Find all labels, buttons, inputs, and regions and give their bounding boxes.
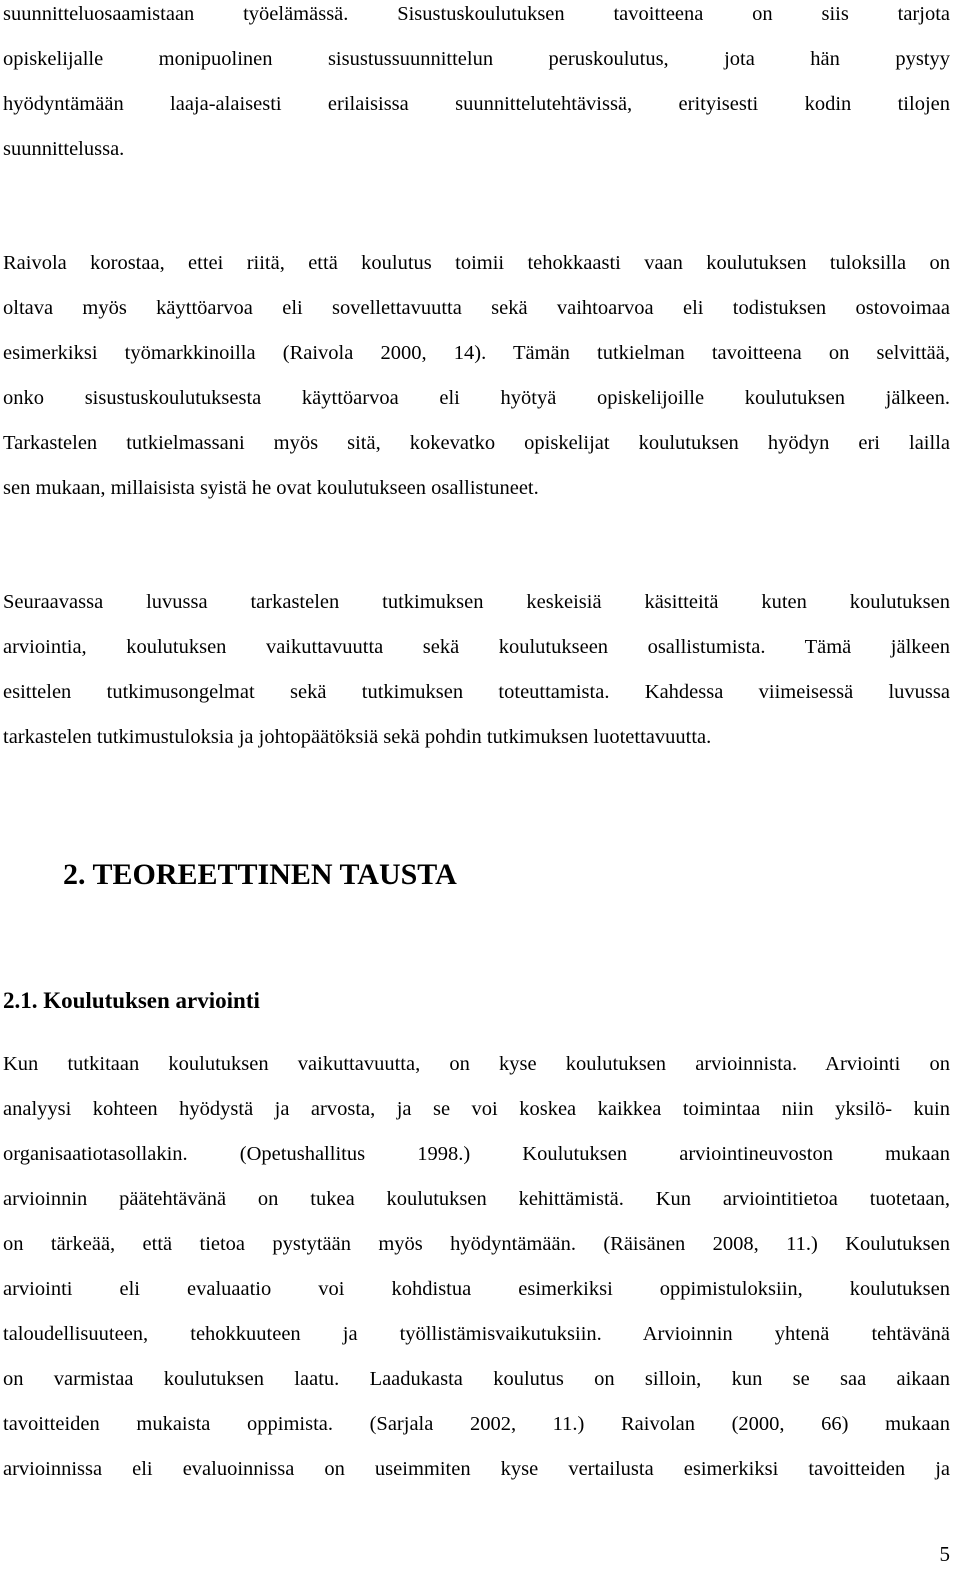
- text-line: tarkastelen tutkimustuloksia ja johtopäätöksiä sekä pohdin tutkimuksen luotettavuutta.: [3, 726, 712, 748]
- paragraph-raivola: [3, 241, 950, 511]
- text-line: tavoitteiden mukaista oppimista. (Sarjala 2002, 11.) Raivolan (2000, 66) mukaan: [3, 1413, 950, 1435]
- text-line: esittelen tutkimusongelmat sekä tutkimuksen toteuttamista. Kahdessa viimeisessä luvussa: [3, 681, 950, 703]
- text-line: arviointia, koulutuksen vaikuttavuutta sekä koulutukseen osallistumista. Tämä jälkeen: [3, 636, 950, 658]
- text-line: Kun tutkitaan koulutuksen vaikuttavuutta, on kyse koulutuksen arvioinnista. Arviointi on: [3, 1053, 950, 1075]
- text-line: Seuraavassa luvussa tarkastelen tutkimuksen keskeisiä käsitteitä kuten koulutuksen: [3, 591, 950, 613]
- paragraph-evaluation: [3, 1042, 950, 1492]
- text-line: sen mukaan, millaisista syistä he ovat koulutukseen osallistuneet.: [3, 477, 539, 499]
- text-line: Tarkastelen tutkielmassani myös sitä, kokevatko opiskelijat koulutuksen hyödyn eri lailla: [3, 432, 950, 454]
- text-line: analyysi kohteen hyödystä ja arvosta, ja se voi koskea kaikkea toimintaa niin yksilö- kuin: [3, 1098, 950, 1120]
- text-line: organisaatiotasollakin. (Opetushallitus 1998.) Koulutuksen arviointineuvoston mukaan: [3, 1143, 950, 1165]
- text-line: opiskelijalle monipuolinen sisustussuunnittelun peruskoulutus, jota hän pystyy: [3, 48, 950, 70]
- text-line: taloudellisuuteen, tehokkuuteen ja työllistämisvaikutuksiin. Arvioinnin yhtenä tehtävänä: [3, 1323, 950, 1345]
- paragraph-intro-end: [3, 0, 950, 172]
- text-line: onko sisustuskoulutuksesta käyttöarvoa eli hyötyä opiskelijoille koulutuksen jälkeen.: [3, 387, 950, 409]
- chapter-heading: 2. TEOREETTINEN TAUSTA: [63, 858, 457, 891]
- text-line: Raivola korostaa, ettei riitä, että koulutus toimii tehokkaasti vaan koulutuksen tuloksilla on: [3, 252, 950, 274]
- text-line: arvioinnissa eli evaluoinnissa on useimmiten kyse vertailusta esimerkiksi tavoitteiden ja: [3, 1458, 950, 1480]
- text-line: suunnitteluosaamistaan työelämässä. Sisustuskoulutuksen tavoitteena on siis tarjota: [3, 3, 950, 25]
- text-line: arviointi eli evaluaatio voi kohdistua esimerkiksi oppimistuloksiin, koulutuksen: [3, 1278, 950, 1300]
- text-line: oltava myös käyttöarvoa eli sovellettavuutta sekä vaihtoarvoa eli todistuksen ostovoimaa: [3, 297, 950, 319]
- text-line: arvioinnin päätehtävänä on tukea koulutuksen kehittämistä. Kun arviointitietoa tuotetaan,: [3, 1188, 950, 1210]
- text-line: on varmistaa koulutuksen laatu. Laadukasta koulutus on silloin, kun se saa aikaan: [3, 1368, 950, 1390]
- page-number: 5: [939, 1542, 950, 1566]
- section-heading: 2.1. Koulutuksen arviointi: [3, 988, 260, 1013]
- text-line: suunnittelussa.: [3, 138, 125, 160]
- text-line: hyödyntämään laaja-alaisesti erilaisissa suunnittelutehtävissä, erityisesti kodin tilojen: [3, 93, 950, 115]
- text-line: on tärkeää, että tietoa pystytään myös hyödyntämään. (Räisänen 2008, 11.) Koulutuksen: [3, 1233, 950, 1255]
- text-line: esimerkiksi työmarkkinoilla (Raivola 2000, 14). Tämän tutkielman tavoitteena on selvittää,: [3, 342, 950, 364]
- paragraph-outline: [3, 580, 950, 760]
